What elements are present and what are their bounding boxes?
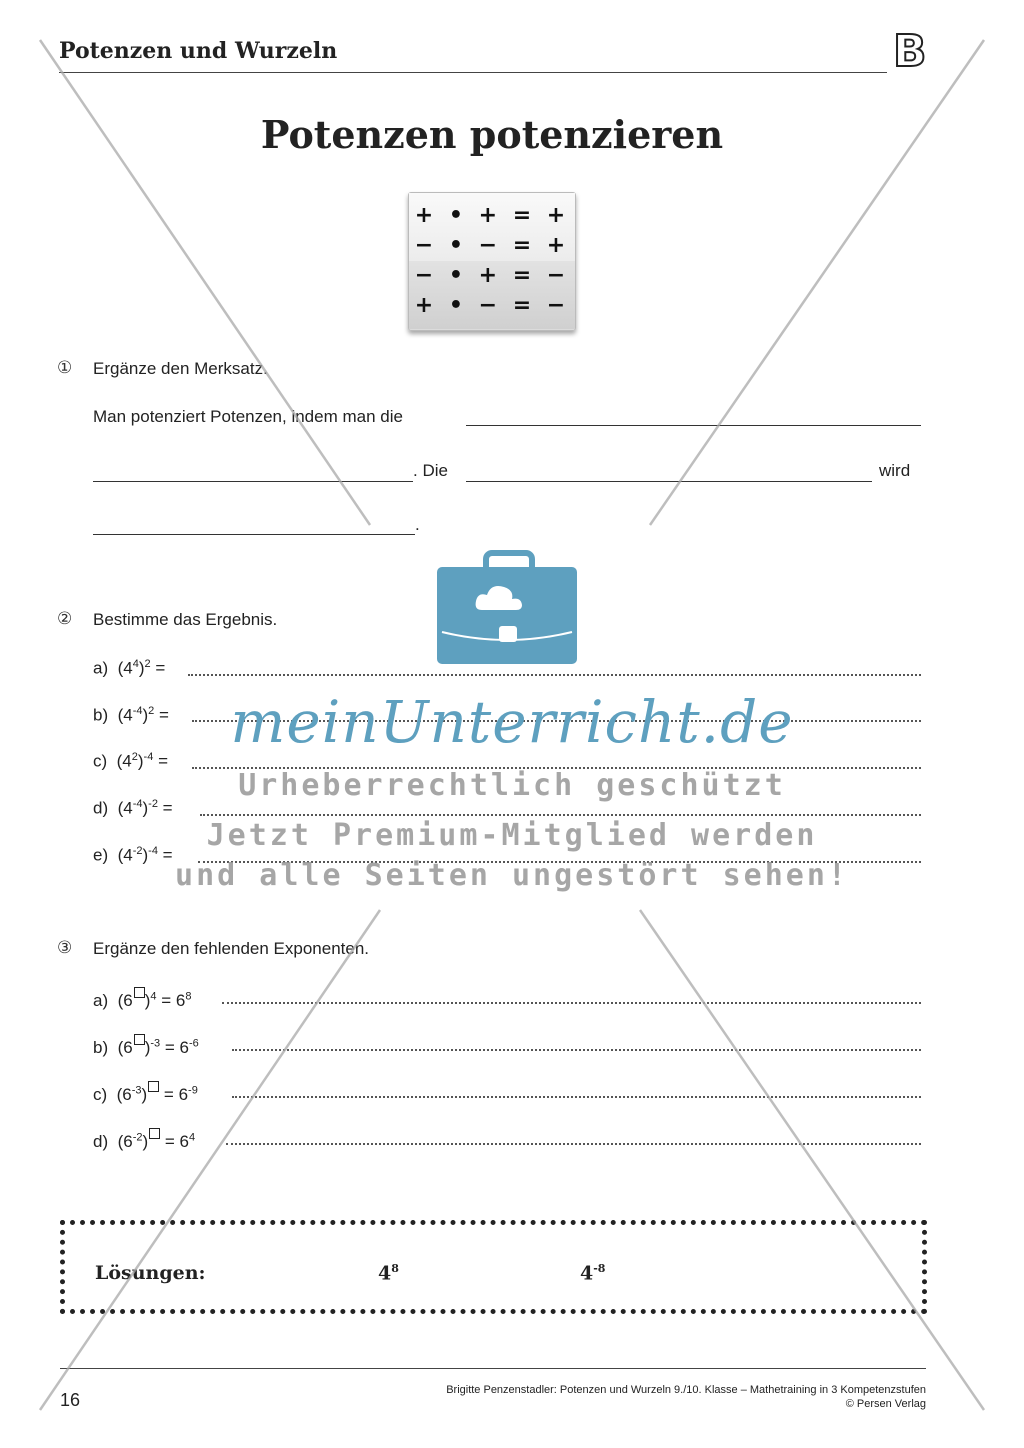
sign-rules-box (408, 192, 576, 331)
footer-credit: Brigitte Penzenstadler: Potenzen und Wurzeln 9./10. Klasse – Mathetraining in 3 Kompetenzstufen (446, 1384, 926, 1396)
watermark-text: Urheberrechtlich geschützt (238, 768, 786, 803)
exponent-box[interactable] (134, 1034, 145, 1045)
merksatz-text: . Die (413, 461, 448, 480)
exercise-item: d) $(6^{-2}) = 6^4$ (93, 1128, 195, 1152)
footer-publisher: © Persen Verlag (845, 1398, 926, 1410)
sign-rule: − • − = + (414, 233, 570, 258)
exponent-box[interactable] (148, 1081, 159, 1092)
watermark-text: und alle Seiten ungestört sehen! (175, 858, 849, 893)
fill-blank[interactable] (466, 425, 921, 426)
header-rule (59, 72, 887, 73)
answer-line[interactable] (232, 1096, 921, 1098)
task-instruction: Ergänze den fehlenden Exponenten. (93, 939, 370, 958)
exponent-box[interactable] (149, 1128, 160, 1139)
task-instruction: Ergänze den Merksatz. (93, 359, 268, 378)
exercise-item: b) $(4^{-4})^2$ = (93, 705, 169, 725)
exponent-box[interactable] (134, 987, 145, 998)
answer-line[interactable] (226, 1143, 921, 1145)
header-title: Potenzen und Wurzeln (59, 38, 338, 64)
fill-blank[interactable] (93, 481, 413, 482)
exercise-item: e) $(4^{-2})^{-4}$ = (93, 845, 173, 865)
sign-rule: − • + = − (414, 263, 570, 288)
task-instruction: Bestimme das Ergebnis. (93, 610, 278, 629)
solutions-label: Lösungen: (95, 1262, 206, 1284)
task-number: ③ (57, 938, 73, 957)
watermark-brand: meinUnterricht.de (230, 688, 794, 756)
fill-blank[interactable] (466, 481, 872, 482)
merksatz-text: Man potenziert Potenzen, indem man die (93, 407, 403, 426)
page-title: Potenzen potenzieren (260, 112, 724, 157)
answer-line[interactable] (188, 674, 921, 676)
exercise-item: c) $(6^{-3}) = 6^{-9}$ (93, 1081, 198, 1105)
task-number: ① (57, 358, 73, 377)
page-number: 16 (60, 1390, 81, 1410)
exercise-item: a) (6 )$^4 = 6^8$ (93, 987, 191, 1011)
answer-line[interactable] (232, 1049, 921, 1051)
answer-line[interactable] (200, 814, 921, 816)
merksatz-text: . (415, 515, 420, 534)
sign-rule: + • + = + (414, 203, 570, 228)
sign-rule: + • − = − (414, 293, 570, 318)
exercise-item: a) $(4^4)^2$ = (93, 658, 166, 678)
fill-blank[interactable] (93, 534, 415, 535)
watermark-text: Jetzt Premium-Mitglied werden (206, 818, 818, 853)
footer-rule (60, 1368, 926, 1369)
solution-value: $4^{-8}$ (580, 1262, 606, 1285)
answer-line[interactable] (222, 1002, 921, 1004)
solution-value: $4^8$ (378, 1262, 399, 1285)
merksatz-text: wird (879, 461, 911, 480)
exercise-item: d) $(4^{-4})^{-2}$ = (93, 798, 173, 818)
exercise-item: c) $(4^2)^{-4}$ = (93, 751, 168, 771)
exercise-item: b) (6 )$^{-3} = 6^{-6}$ (93, 1034, 199, 1058)
briefcase-icon (437, 553, 577, 664)
task-number: ② (57, 609, 73, 628)
level-badge: B (893, 26, 927, 77)
